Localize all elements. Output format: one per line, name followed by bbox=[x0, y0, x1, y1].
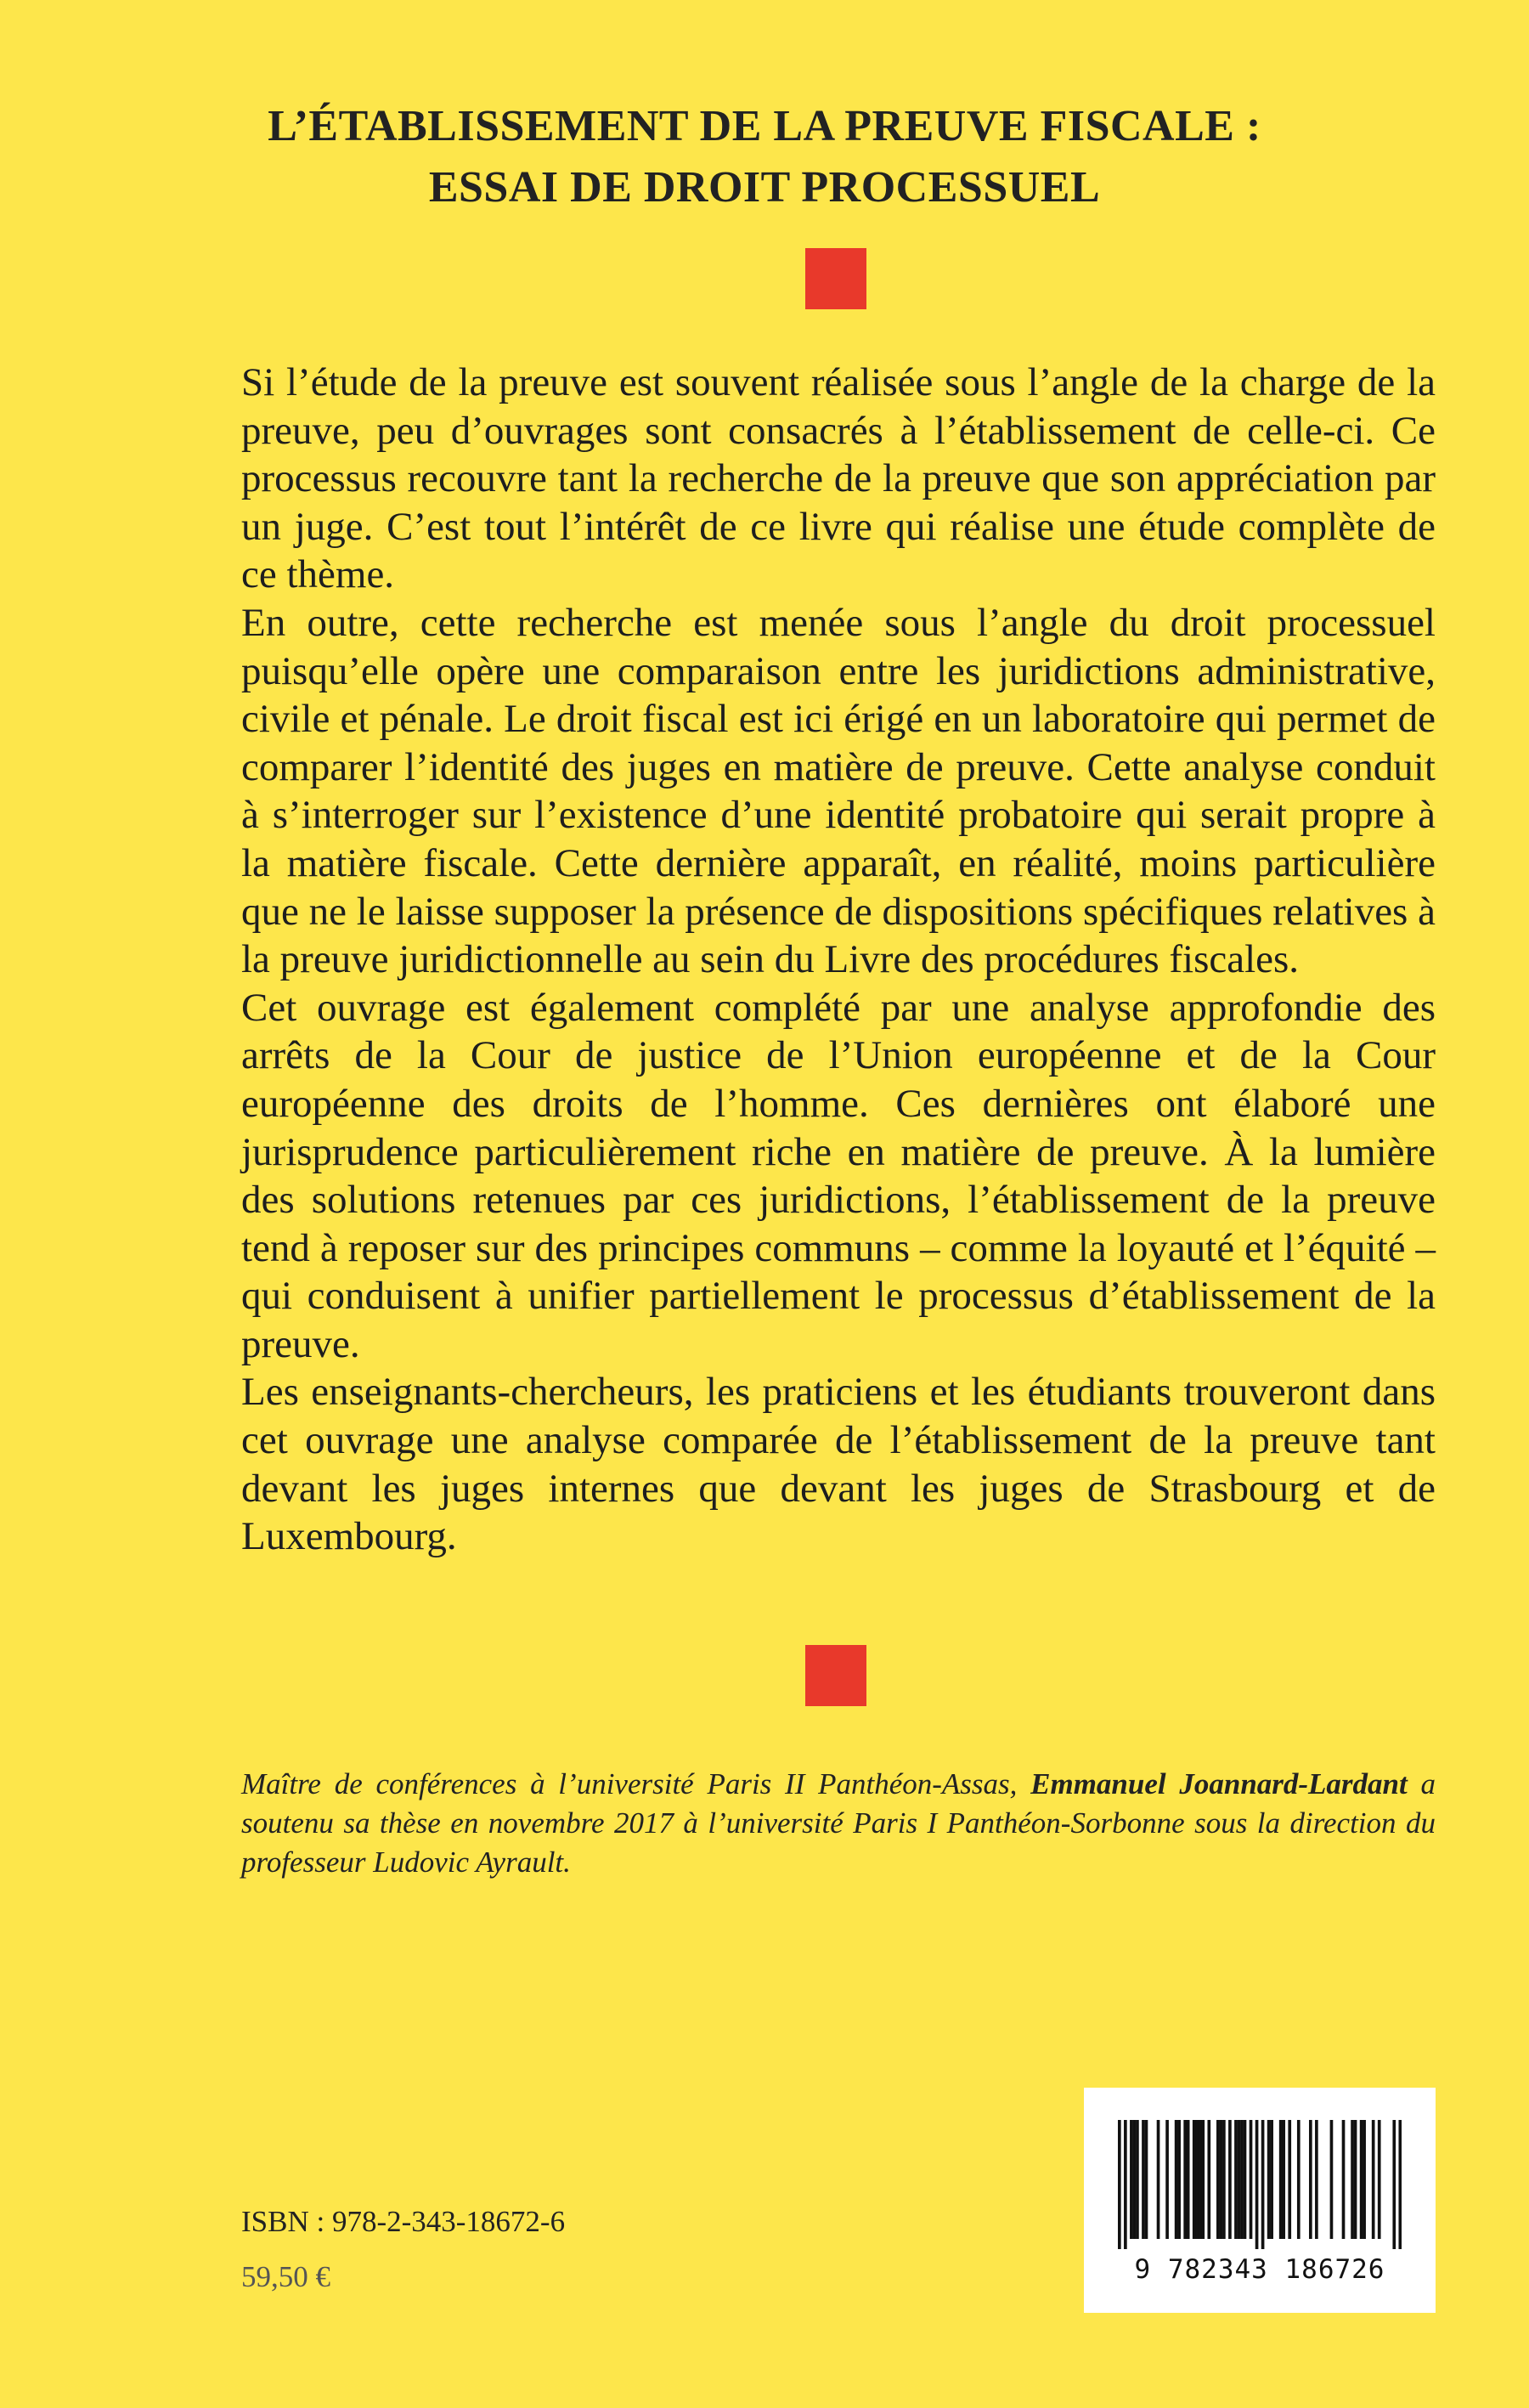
barcode-bar bbox=[1157, 2120, 1160, 2239]
barcode-bar bbox=[1222, 2120, 1226, 2239]
back-cover-summary bbox=[241, 359, 1436, 1561]
barcode-bar bbox=[1177, 2120, 1181, 2239]
barcode-bar bbox=[1165, 2120, 1169, 2239]
barcode-bar bbox=[1216, 2120, 1220, 2239]
book-title bbox=[0, 96, 1529, 218]
barcode-bar bbox=[1130, 2120, 1133, 2239]
barcode-bar bbox=[1398, 2120, 1402, 2249]
barcode-bar bbox=[1250, 2120, 1253, 2239]
barcode-bar bbox=[1282, 2120, 1285, 2239]
barcode-bar bbox=[1342, 2120, 1346, 2239]
barcode-bar bbox=[1207, 2120, 1210, 2239]
book-title-line-2: ESSAI DE DROIT PROCESSUEL bbox=[428, 162, 1101, 212]
decorative-red-square-top bbox=[805, 248, 866, 309]
barcode-bar bbox=[1354, 2120, 1357, 2239]
barcode-number: 9 782343 186726 bbox=[1134, 2254, 1385, 2285]
barcode-bar bbox=[1392, 2120, 1396, 2249]
isbn-label: ISBN : 978-2-343-18672-6 bbox=[241, 2205, 566, 2238]
barcode-bar bbox=[1193, 2120, 1196, 2239]
summary-paragraph-4: Les enseignants-chercheurs, les praticiens et les étudiants trouveront dans cet ouvrage une analyse comparée de l’établissement de la preuve tant devant les juges internes que devant les juges de Strasbourg et de Luxembourg. bbox=[241, 1370, 1436, 1559]
barcode-bar bbox=[1378, 2120, 1381, 2239]
barcode-bar bbox=[1199, 2120, 1202, 2239]
barcode-bar bbox=[1228, 2120, 1232, 2239]
summary-paragraph-3: Cet ouvrage est également complété par une analyse approfondie des arrêts de la Cour de justice de l’Union européenne et de la Cour européenne des droits de l’homme. Ces dernières ont élaboré une jurisprudence particulièrement riche en matière de preuve. À la lumière des solutions retenues par ces juridictions, l’établissement de la preuve tend à reposer sur des principes communs – comme la loyauté et l’équité – qui conduisent à unifier partiellement le processus d’établissement de la preuve. bbox=[241, 985, 1436, 1366]
barcode bbox=[1084, 2088, 1436, 2313]
barcode-bar bbox=[1195, 2120, 1199, 2239]
barcode-bar bbox=[1183, 2120, 1187, 2239]
barcode-bar bbox=[1145, 2120, 1148, 2239]
barcode-bar bbox=[1201, 2120, 1205, 2239]
barcode-bar bbox=[1124, 2120, 1127, 2249]
summary-paragraph-1: Si l’étude de la preuve est souvent réalisée sous l’angle de la charge de la preuve, peu d’ouvrages sont consacrés à l’établissement de celle-ci. Ce processus recouvre tant la recherche de la preuve que son appréciation par un juge. C’est tout l’intérêt de ce livre qui réalise une étude complète de ce thème. bbox=[241, 360, 1436, 597]
author-bio-intro: Maître de conférences à l’université Paris II Panthéon-Assas, bbox=[241, 1767, 1031, 1800]
barcode-bar bbox=[1175, 2120, 1178, 2239]
barcode-bar bbox=[1240, 2120, 1244, 2239]
barcode-bar bbox=[1261, 2120, 1265, 2249]
barcode-bar bbox=[1133, 2120, 1137, 2239]
author-bio-details: a soutenu sa thèse en novembre 2017 à l’université Paris I Panthéon-Sorbonne sous la direction du professeur Ludovic Ayrault. bbox=[241, 1767, 1436, 1879]
barcode-bar bbox=[1330, 2120, 1334, 2239]
decorative-red-square-bottom bbox=[805, 1645, 866, 1706]
barcode-bar bbox=[1244, 2120, 1247, 2239]
barcode-bar bbox=[1372, 2120, 1375, 2239]
barcode-bar bbox=[1142, 2120, 1145, 2239]
price-label: 59,50 € bbox=[241, 2260, 330, 2293]
barcode-bar bbox=[1315, 2120, 1318, 2239]
barcode-bar bbox=[1187, 2120, 1190, 2239]
barcode-bar bbox=[1297, 2120, 1300, 2239]
author-bio bbox=[241, 1765, 1436, 1882]
barcode-bar bbox=[1220, 2120, 1223, 2239]
author-name: Emmanuel Joannard-Lardant bbox=[1030, 1767, 1408, 1800]
barcode-bar bbox=[1270, 2120, 1273, 2239]
barcode-bar bbox=[1255, 2120, 1259, 2249]
barcode-bar bbox=[1351, 2120, 1354, 2239]
summary-paragraph-2: En outre, cette recherche est menée sous l’angle du droit processuel puisqu’elle opère une comparaison entre les juridictions administrative, civile et pénale. Le droit fiscal est ici érigé en un laboratoire qui permet de comparer l’identité des juges en matière de preuve. Cette analyse conduit à s’interroger sur l’existence d’une identité probatoire qui serait propre à la matière fiscale. Cette dernière apparaît, en réalité, moins particulière que ne le laisse supposer la présence de dispositions spécifiques relatives à la preuve juridictionnelle au sein du Livre des procédures fiscales. bbox=[241, 600, 1436, 982]
barcode-bar bbox=[1288, 2120, 1291, 2239]
barcode-bar bbox=[1363, 2120, 1366, 2239]
barcode-bar bbox=[1267, 2120, 1271, 2239]
barcode-bar bbox=[1238, 2120, 1241, 2239]
barcode-bar bbox=[1136, 2120, 1139, 2239]
book-title-line-1: L’ÉTABLISSEMENT DE LA PREUVE FISCALE : bbox=[268, 101, 1261, 150]
barcode-bars bbox=[1118, 2120, 1402, 2249]
barcode-bar bbox=[1118, 2120, 1121, 2249]
barcode-bar bbox=[1234, 2120, 1238, 2239]
barcode-bar bbox=[1279, 2120, 1283, 2239]
barcode-bar bbox=[1360, 2120, 1363, 2239]
barcode-bar bbox=[1309, 2120, 1312, 2239]
